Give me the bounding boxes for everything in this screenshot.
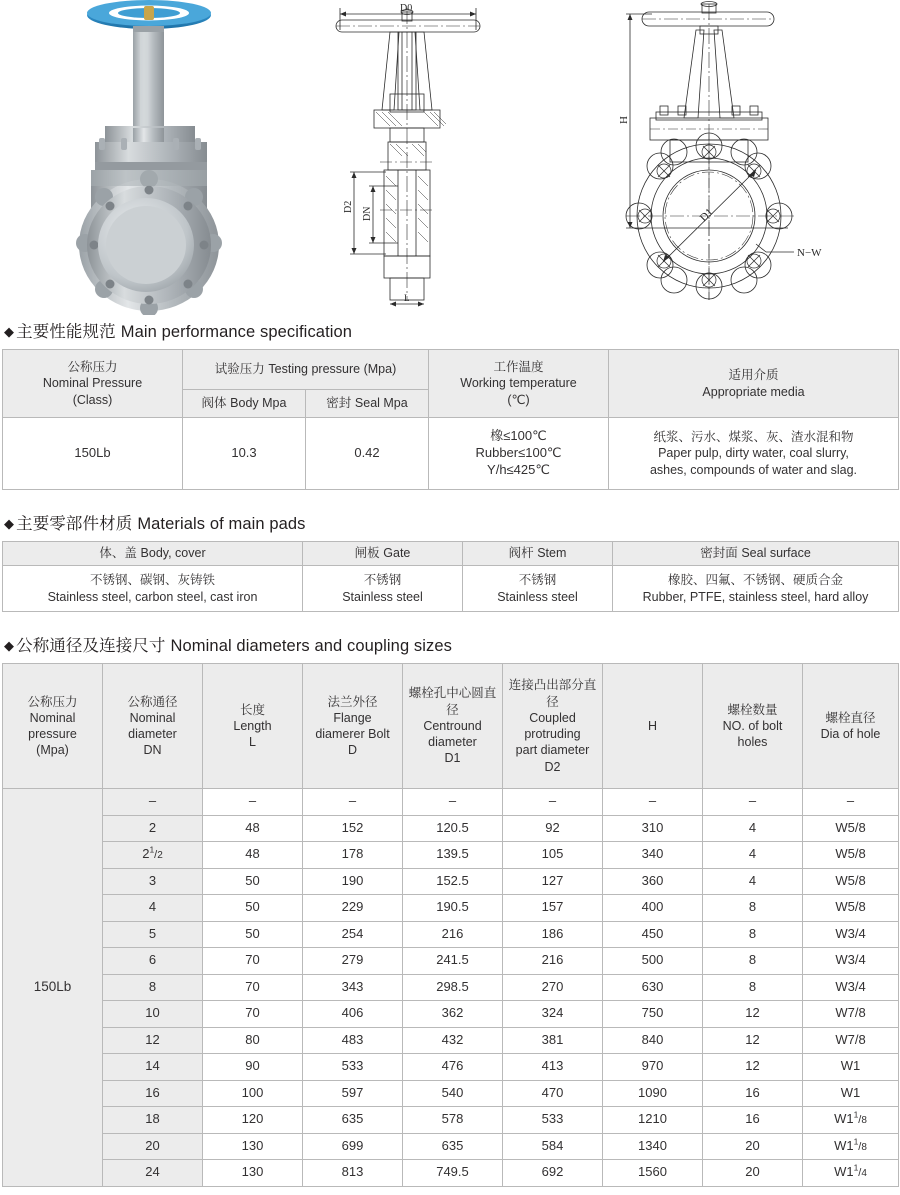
th-en: diamerer Bolt <box>315 727 390 741</box>
cell-dia-of-hole: – <box>803 789 899 816</box>
media-en-1: Paper pulp, dirty water, coal slurry, <box>658 446 849 461</box>
material-cn: 橡胶、四氟、不锈钢、硬质合金 <box>667 573 843 588</box>
cell-length: 70 <box>203 948 303 975</box>
th-seal-mpa-en: Seal Mpa <box>354 396 408 411</box>
cell-coupled-d2: 692 <box>503 1160 603 1187</box>
th-en: DN <box>143 743 162 758</box>
figure-strip <box>0 0 900 318</box>
table-row <box>3 868 899 895</box>
table-row <box>3 1160 899 1187</box>
table-row <box>3 1080 899 1107</box>
cell-dia-of-hole: W1 <box>803 1080 899 1107</box>
th-en: NO. of bolt <box>722 718 783 733</box>
cell-coupled-d2: 381 <box>503 1027 603 1054</box>
th-appropriate-media-cn: 适用介质 <box>728 368 779 383</box>
cell-nominal-pressure: 150Lb <box>3 418 183 490</box>
cell-bolt-holes: 8 <box>703 895 803 922</box>
th-dimension-2 <box>203 664 303 789</box>
th-working-temperature-en1: Working temperature <box>460 376 577 391</box>
cell-centround-d1: 635 <box>403 1133 503 1160</box>
th-dimension-8 <box>803 664 899 789</box>
th-dimension-1 <box>103 664 203 789</box>
table-row <box>3 418 899 490</box>
th-en: (Mpa) <box>36 743 69 758</box>
section-heading-performance <box>4 318 900 342</box>
cell-h: – <box>603 789 703 816</box>
label-l: L <box>403 293 409 303</box>
cell-flange-d: 343 <box>303 974 403 1001</box>
cell-length: 120 <box>203 1107 303 1134</box>
dimensions-table <box>2 663 899 1187</box>
cell-bolt-holes: 16 <box>703 1107 803 1134</box>
th-seal-mpa <box>306 390 429 418</box>
th-appropriate-media-en: Appropriate media <box>702 384 805 399</box>
section-heading-materials <box>4 510 900 534</box>
th-nominal-pressure-en1: Nominal Pressure <box>42 376 143 391</box>
cell-flange-d: 406 <box>303 1001 403 1028</box>
cell-h: 1090 <box>603 1080 703 1107</box>
cell-dn: $2^1/2$ <box>103 842 203 869</box>
table-row <box>3 1001 899 1028</box>
cell-dn: 5 <box>103 921 203 948</box>
cell-dia-of-hole: W5/8 <box>803 815 899 842</box>
cell-bolt-holes: 20 <box>703 1160 803 1187</box>
th-cn: 螺栓孔中心圆直径 <box>408 686 497 717</box>
cell-dia-of-hole: $W1^1/4$ <box>803 1160 899 1187</box>
cell-bolt-holes: 8 <box>703 974 803 1001</box>
th-nominal-pressure-en2: (Class) <box>72 392 113 407</box>
th-gate-en: Gate <box>383 546 411 561</box>
cell-h: 1210 <box>603 1107 703 1134</box>
temp-line-2: Rubber≤100℃ <box>475 445 562 461</box>
th-dimension-4 <box>403 664 503 789</box>
cell-h: 500 <box>603 948 703 975</box>
table-row <box>3 842 899 869</box>
cell-bolt-holes: 20 <box>703 1133 803 1160</box>
th-cn: 法兰外径 <box>327 694 378 709</box>
th-stem-en: Stem <box>537 546 567 561</box>
cell-working-temperature <box>429 418 609 490</box>
th-en: Length <box>233 718 272 733</box>
materials-table <box>2 541 899 612</box>
cell-coupled-d2: 584 <box>503 1133 603 1160</box>
cell-h: 400 <box>603 895 703 922</box>
th-nominal-pressure <box>3 350 183 418</box>
th-seal-surface-en: Seal surface <box>741 546 811 561</box>
cell-dia-of-hole: W5/8 <box>803 842 899 869</box>
cell-dia-of-hole: W5/8 <box>803 868 899 895</box>
cell-gate-material <box>303 566 463 612</box>
cell-centround-d1: 749.5 <box>403 1160 503 1187</box>
label-d2: D2 <box>342 200 354 213</box>
cell-coupled-d2: 92 <box>503 815 603 842</box>
cell-dn: 8 <box>103 974 203 1001</box>
valve-front-drawing <box>608 0 868 310</box>
cell-dn: 12 <box>103 1027 203 1054</box>
cell-dia-of-hole: W7/8 <box>803 1001 899 1028</box>
cell-length: – <box>203 789 303 816</box>
diamond-bullet-icon: ◆ <box>4 516 15 531</box>
th-seal-mpa-cn: 密封 <box>326 396 352 411</box>
cell-centround-d1: – <box>403 789 503 816</box>
media-cn: 纸浆、污水、煤浆、灰、渣水混和物 <box>653 430 854 445</box>
th-appropriate-media <box>609 350 899 418</box>
th-cn: 长度 <box>239 702 265 717</box>
cell-centround-d1: 476 <box>403 1054 503 1081</box>
cell-h: 630 <box>603 974 703 1001</box>
th-stem <box>463 542 613 566</box>
cell-h: 840 <box>603 1027 703 1054</box>
cell-h: 360 <box>603 868 703 895</box>
temp-line-1: 橡≤100℃ <box>490 428 547 444</box>
cell-centround-d1: 139.5 <box>403 842 503 869</box>
th-en: Coupled <box>529 710 576 725</box>
cell-bolt-holes: 16 <box>703 1080 803 1107</box>
cell-coupled-d2: 186 <box>503 921 603 948</box>
th-body-cover <box>3 542 303 566</box>
cell-centround-d1: 241.5 <box>403 948 503 975</box>
cell-coupled-d2: 533 <box>503 1107 603 1134</box>
cell-centround-d1: 298.5 <box>403 974 503 1001</box>
cell-length: 80 <box>203 1027 303 1054</box>
th-cn: 公称通径 <box>127 694 178 709</box>
th-en: diameter <box>128 727 177 741</box>
label-d0: D0 <box>399 3 412 14</box>
cell-coupled-d2: – <box>503 789 603 816</box>
cell-bolt-holes: 8 <box>703 921 803 948</box>
material-cn: 不锈钢 <box>363 573 402 588</box>
material-en: Stainless steel, carbon steel, cast iron <box>47 589 258 604</box>
cell-coupled-d2: 324 <box>503 1001 603 1028</box>
th-en: D <box>347 743 358 758</box>
th-gate <box>303 542 463 566</box>
cell-centround-d1: 578 <box>403 1107 503 1134</box>
th-en: Nominal <box>129 710 176 725</box>
cell-appropriate-media <box>609 418 899 490</box>
cell-dia-of-hole: W1 <box>803 1054 899 1081</box>
diamond-bullet-icon: ◆ <box>4 638 15 653</box>
cell-coupled-d2: 105 <box>503 842 603 869</box>
cell-coupled-d2: 270 <box>503 974 603 1001</box>
th-testing-pressure-en: Testing pressure (Mpa) <box>268 362 397 377</box>
cell-dia-of-hole: W7/8 <box>803 1027 899 1054</box>
cell-flange-d: 533 <box>303 1054 403 1081</box>
th-testing-pressure <box>183 350 429 390</box>
th-testing-pressure-cn: 试验压力 <box>214 362 265 377</box>
cell-coupled-d2: 470 <box>503 1080 603 1107</box>
label-h: H <box>617 116 630 124</box>
table-row <box>3 1133 899 1160</box>
cell-flange-d: – <box>303 789 403 816</box>
th-working-temperature-en2: (℃) <box>507 392 530 407</box>
cell-flange-d: 699 <box>303 1133 403 1160</box>
knife-gate-valve-photo <box>33 0 263 315</box>
th-dimension-6 <box>603 664 703 789</box>
performance-specification-table <box>2 349 899 490</box>
table-row <box>3 895 899 922</box>
cell-length: 50 <box>203 895 303 922</box>
cell-seal-mpa: 0.42 <box>306 418 429 490</box>
section-heading-en: Materials of main pads <box>137 515 306 533</box>
cell-length: 70 <box>203 1001 303 1028</box>
cell-length: 130 <box>203 1133 303 1160</box>
table-row <box>3 1054 899 1081</box>
th-body-cover-en: Body, cover <box>140 546 206 561</box>
cell-bolt-holes: 4 <box>703 815 803 842</box>
table-row <box>3 974 899 1001</box>
cell-dn: 14 <box>103 1054 203 1081</box>
cell-dia-of-hole: W5/8 <box>803 895 899 922</box>
th-en: D2 <box>544 759 561 774</box>
th-en: H <box>647 718 658 733</box>
th-body-mpa-en: Body Mpa <box>230 396 287 411</box>
cell-dia-of-hole: W3/4 <box>803 921 899 948</box>
cell-bolt-holes: – <box>703 789 803 816</box>
th-en: holes <box>737 735 768 750</box>
cell-flange-d: 279 <box>303 948 403 975</box>
cell-flange-d: 178 <box>303 842 403 869</box>
cell-dn: 2 <box>103 815 203 842</box>
label-d1: D1 <box>697 206 716 225</box>
th-nominal-pressure-cn: 公称压力 <box>67 360 118 375</box>
section-heading-cn: 主要零部件材质 <box>16 515 133 533</box>
cell-flange-d: 597 <box>303 1080 403 1107</box>
cell-h: 340 <box>603 842 703 869</box>
cell-dn: 4 <box>103 895 203 922</box>
th-en: protruding <box>524 727 581 741</box>
cell-length: 48 <box>203 815 303 842</box>
cell-bolt-holes: 4 <box>703 842 803 869</box>
cell-h: 750 <box>603 1001 703 1028</box>
cell-length: 50 <box>203 868 303 895</box>
th-en: D1 <box>444 751 461 766</box>
cell-dn: 24 <box>103 1160 203 1187</box>
cell-centround-d1: 540 <box>403 1080 503 1107</box>
th-dimension-5 <box>503 664 603 789</box>
media-en-2: ashes, compounds of water and slag. <box>649 462 858 477</box>
cell-dia-of-hole: W3/4 <box>803 948 899 975</box>
cell-dn: 16 <box>103 1080 203 1107</box>
section-heading-cn: 公称通径及连接尺寸 <box>16 637 166 655</box>
cell-flange-d: 229 <box>303 895 403 922</box>
th-stem-cn: 阀杆 <box>508 546 534 561</box>
cell-centround-d1: 120.5 <box>403 815 503 842</box>
cell-length: 100 <box>203 1080 303 1107</box>
th-en: Centround <box>423 718 482 733</box>
valve-section-drawing <box>328 0 543 310</box>
section-heading-en: Nominal diameters and coupling sizes <box>170 637 453 655</box>
cell-body-mpa: 10.3 <box>183 418 306 490</box>
table-row <box>3 921 899 948</box>
th-cn: 螺栓数量 <box>727 702 778 717</box>
cell-dia-of-hole: W3/4 <box>803 974 899 1001</box>
cell-seal-surface-material <box>613 566 899 612</box>
cell-h: 1340 <box>603 1133 703 1160</box>
material-en: Rubber, PTFE, stainless steel, hard alloy <box>642 589 869 604</box>
th-cn: 公称压力 <box>27 694 78 709</box>
th-gate-cn: 闸板 <box>354 546 380 561</box>
cell-centround-d1: 152.5 <box>403 868 503 895</box>
material-cn: 不锈钢、碳钢、灰铸铁 <box>89 573 215 588</box>
table-row <box>3 1107 899 1134</box>
temp-line-3: Y/h≤425℃ <box>487 461 550 477</box>
th-en: Dia of hole <box>820 727 881 741</box>
cell-dia-of-hole: $W1^1/8$ <box>803 1107 899 1134</box>
cell-centround-d1: 362 <box>403 1001 503 1028</box>
cell-flange-d: 254 <box>303 921 403 948</box>
cell-bolt-holes: 12 <box>703 1027 803 1054</box>
section-heading-en: Main performance specification <box>120 323 353 341</box>
th-seal-surface-cn: 密封面 <box>700 546 738 561</box>
label-n-w: N−W <box>796 247 822 259</box>
cell-dn: 6 <box>103 948 203 975</box>
cell-nominal-pressure: 150Lb <box>3 789 103 1187</box>
cell-coupled-d2: 127 <box>503 868 603 895</box>
th-body-cover-cn: 体、盖 <box>99 546 137 561</box>
material-en: Stainless steel <box>342 589 423 604</box>
cell-centround-d1: 432 <box>403 1027 503 1054</box>
cell-coupled-d2: 157 <box>503 895 603 922</box>
cell-bolt-holes: 12 <box>703 1001 803 1028</box>
cell-body-cover-material <box>3 566 303 612</box>
cell-stem-material <box>463 566 613 612</box>
section-heading-cn: 主要性能规范 <box>16 323 116 341</box>
cell-flange-d: 152 <box>303 815 403 842</box>
th-cn: 连接凸出部分直径 <box>508 678 597 709</box>
cell-coupled-d2: 413 <box>503 1054 603 1081</box>
cell-bolt-holes: 8 <box>703 948 803 975</box>
label-dn: DN <box>361 206 373 221</box>
cell-dn: – <box>103 789 203 816</box>
th-dimension-7 <box>703 664 803 789</box>
cell-flange-d: 813 <box>303 1160 403 1187</box>
th-en: Flange <box>333 710 372 725</box>
th-dimension-0 <box>3 664 103 789</box>
diamond-bullet-icon: ◆ <box>4 324 15 339</box>
cell-flange-d: 483 <box>303 1027 403 1054</box>
cell-dn: 3 <box>103 868 203 895</box>
cell-h: 1560 <box>603 1160 703 1187</box>
th-en: part diameter <box>515 743 590 758</box>
section-heading-dimensions <box>4 632 900 656</box>
table-row <box>3 1027 899 1054</box>
cell-dn: 18 <box>103 1107 203 1134</box>
table-row <box>3 815 899 842</box>
material-en: Stainless steel <box>497 589 578 604</box>
th-en: Nominal <box>29 710 76 725</box>
cell-bolt-holes: 4 <box>703 868 803 895</box>
th-body-mpa-cn: 阀体 <box>201 396 227 411</box>
table-row <box>3 948 899 975</box>
material-cn: 不锈钢 <box>518 573 557 588</box>
th-body-mpa <box>183 390 306 418</box>
th-working-temperature <box>429 350 609 418</box>
cell-bolt-holes: 12 <box>703 1054 803 1081</box>
th-dimension-3 <box>303 664 403 789</box>
cell-dn: 20 <box>103 1133 203 1160</box>
th-working-temperature-cn: 工作温度 <box>493 360 544 375</box>
cell-length: 90 <box>203 1054 303 1081</box>
table-row <box>3 566 899 612</box>
cell-dn: 10 <box>103 1001 203 1028</box>
cell-centround-d1: 216 <box>403 921 503 948</box>
th-seal-surface <box>613 542 899 566</box>
th-en: pressure <box>28 727 77 741</box>
cell-length: 50 <box>203 921 303 948</box>
cell-length: 70 <box>203 974 303 1001</box>
cell-flange-d: 190 <box>303 868 403 895</box>
cell-h: 310 <box>603 815 703 842</box>
cell-length: 48 <box>203 842 303 869</box>
table-row <box>3 789 899 816</box>
cell-h: 450 <box>603 921 703 948</box>
cell-coupled-d2: 216 <box>503 948 603 975</box>
th-en: diameter <box>428 735 477 750</box>
cell-centround-d1: 190.5 <box>403 895 503 922</box>
cell-length: 130 <box>203 1160 303 1187</box>
th-cn: 螺栓直径 <box>825 710 876 725</box>
cell-h: 970 <box>603 1054 703 1081</box>
cell-dia-of-hole: $W1^1/8$ <box>803 1133 899 1160</box>
th-en: L <box>249 735 256 750</box>
cell-flange-d: 635 <box>303 1107 403 1134</box>
